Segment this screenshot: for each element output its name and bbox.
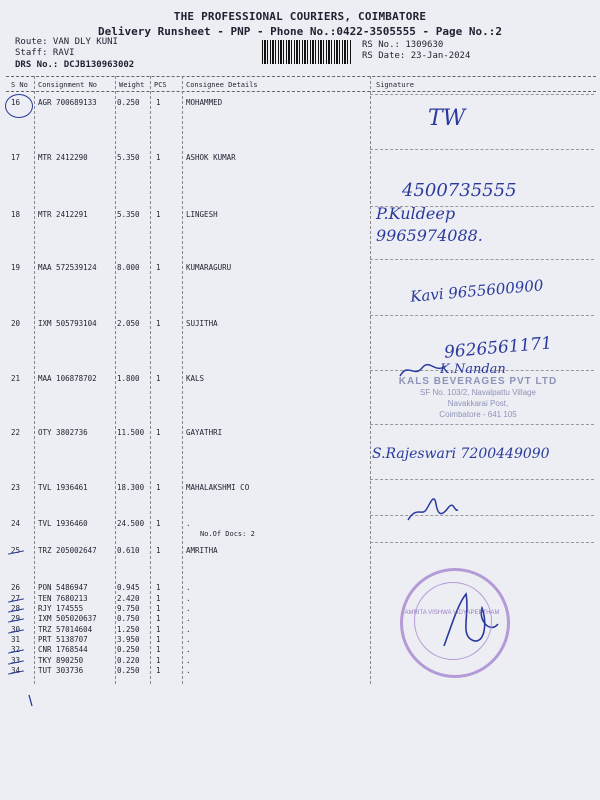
cell-name: MAHALAKSHMI CO: [186, 483, 250, 492]
cell-wt: 0.250: [117, 666, 140, 675]
cell-pcs: 1: [156, 428, 161, 437]
cell-name: .: [186, 519, 191, 528]
col-header-consignment: Consignment No: [38, 81, 98, 89]
document-subtitle: Delivery Runsheet - PNP - Phone No.:0422-3505555 - Page No.:2: [98, 25, 502, 38]
cell-cn: TEN 7680213: [38, 594, 88, 603]
col-header-weight: Weight: [119, 81, 145, 89]
cell-cn: AGR 700689133: [38, 98, 97, 107]
column-divider: [34, 76, 35, 684]
cell-pcs: 1: [156, 614, 161, 623]
column-divider: [150, 76, 151, 684]
cell-sno: 25: [11, 546, 21, 555]
cell-pcs: 1: [156, 583, 161, 592]
signature-22: S.Rajeswari 7200449090: [372, 446, 550, 462]
cell-sno: 20: [11, 319, 21, 328]
cell-pcs: 1: [156, 666, 161, 675]
cell-pcs: 1: [156, 319, 161, 328]
cell-sno: 24: [11, 519, 21, 528]
signature-18-name: P.Kuldeep: [376, 204, 456, 223]
cell-sno: 17: [11, 153, 21, 162]
cell-pcs: 1: [156, 625, 161, 634]
no-of-docs: No.Of Docs: 2: [200, 530, 255, 538]
company-stamp: KALS BEVERAGES PVT LTD SF No. 103/2, Navalpattu Village Navakkarai Post, Coimbatore - 641 105: [398, 376, 558, 419]
signature-18-phone: 9965974088.: [376, 226, 483, 245]
cell-cn: OTY 3802736: [38, 428, 88, 437]
cell-cn: TVL 1936460: [38, 519, 88, 528]
cell-cn: MAA 572539124: [38, 263, 97, 272]
cell-sno: 16: [11, 98, 21, 107]
signature-20: 9626561171: [443, 333, 553, 363]
cell-wt: 0.220: [117, 656, 140, 665]
cell-wt: 1.250: [117, 625, 140, 634]
drs-number: DRS No.: DCJB130963002: [15, 60, 135, 70]
seal-text: AMRITA VISHWA VIDYAPEETHAM: [404, 610, 500, 616]
cell-wt: 1.800: [117, 374, 140, 383]
row-separator: [370, 259, 594, 260]
cell-wt: 3.950: [117, 635, 140, 644]
row-separator: [370, 542, 594, 543]
cell-wt: 0.250: [117, 645, 140, 654]
cell-name: .: [186, 666, 191, 675]
cell-sno: 34: [11, 666, 21, 675]
cell-sno: 30: [11, 625, 21, 634]
cell-sno: 23: [11, 483, 21, 492]
row-separator: [370, 149, 594, 150]
cell-pcs: 1: [156, 374, 161, 383]
cell-name: .: [186, 604, 191, 613]
cell-pcs: 1: [156, 210, 161, 219]
cell-pcs: 1: [156, 645, 161, 654]
cell-name: .: [186, 645, 191, 654]
cell-wt: 11.500: [117, 428, 145, 437]
rs-date: RS Date: 23-Jan-2024: [362, 51, 471, 61]
staff-label: Staff: RAVI: [15, 48, 75, 58]
row-separator: [370, 479, 594, 480]
cell-sno: 32: [11, 645, 21, 654]
cell-cn: PRT 5138707: [38, 635, 88, 644]
barcode: [262, 40, 352, 64]
signature-21: K.Nandan: [440, 362, 506, 377]
col-header-sno: S No: [11, 81, 28, 89]
cell-cn: CNR 1768544: [38, 645, 88, 654]
cell-sno: 22: [11, 428, 21, 437]
column-divider: [115, 76, 116, 684]
cell-name: LINGESH: [186, 210, 218, 219]
cell-wt: 5.350: [117, 210, 140, 219]
cell-name: AMRITHA: [186, 546, 218, 555]
col-header-signature: Signature: [376, 81, 414, 89]
cell-cn: IXM 505020637: [38, 614, 97, 623]
cell-name: .: [186, 583, 191, 592]
signature-23-scribble: [404, 486, 460, 530]
cell-sno: 27: [11, 594, 21, 603]
cell-name: .: [186, 594, 191, 603]
cell-cn: TRZ 205002647: [38, 546, 97, 555]
cell-cn: TKY 890250: [38, 656, 84, 665]
cell-name: ASHOK KUMAR: [186, 153, 236, 162]
cell-sno: 18: [11, 210, 21, 219]
signature-17: 4500735555: [402, 180, 517, 201]
cell-wt: 0.250: [117, 98, 140, 107]
cell-name: .: [186, 656, 191, 665]
rs-number: RS No.: 1309630: [362, 40, 444, 50]
cell-pcs: 1: [156, 519, 161, 528]
row-separator: [370, 94, 594, 95]
cell-cn: TVL 1936461: [38, 483, 88, 492]
cell-wt: 0.750: [117, 614, 140, 623]
cell-name: KUMARAGURU: [186, 263, 232, 272]
cell-pcs: 1: [156, 153, 161, 162]
cell-wt: 2.050: [117, 319, 140, 328]
cell-pcs: 1: [156, 98, 161, 107]
cell-pcs: 1: [156, 635, 161, 644]
cell-sno: 29: [11, 614, 21, 623]
cell-wt: 24.500: [117, 519, 145, 528]
cell-cn: PON 5486947: [38, 583, 88, 592]
col-header-pcs: PCS: [154, 81, 167, 89]
row-separator: [370, 315, 594, 316]
signature-19: Kavi 9655600900: [409, 276, 545, 306]
col-header-consignee: Consignee Details: [186, 81, 258, 89]
cell-sno: 28: [11, 604, 21, 613]
cell-name: KALS: [186, 374, 205, 383]
cell-cn: RJY 174555: [38, 604, 84, 613]
cell-name: .: [186, 635, 191, 644]
cell-wt: 18.300: [117, 483, 145, 492]
cell-cn: MTR 2412291: [38, 210, 88, 219]
document-title: THE PROFESSIONAL COURIERS, COIMBATORE: [173, 10, 427, 23]
cell-pcs: 1: [156, 263, 161, 272]
cell-cn: TRZ 57014604: [38, 625, 93, 634]
cell-name: .: [186, 625, 191, 634]
cell-name: GAYATHRI: [186, 428, 223, 437]
cell-wt: 9.750: [117, 604, 140, 613]
cell-sno: 33: [11, 656, 21, 665]
cell-cn: MTR 2412290: [38, 153, 88, 162]
cell-sno: 19: [11, 263, 21, 272]
cell-sno: 21: [11, 374, 21, 383]
cell-name: .: [186, 614, 191, 623]
cell-pcs: 1: [156, 483, 161, 492]
cell-wt: 8.000: [117, 263, 140, 272]
cell-wt: 0.945: [117, 583, 140, 592]
cell-cn: TUT 303736: [38, 666, 84, 675]
cell-wt: 5.350: [117, 153, 140, 162]
cell-sno: 31: [11, 635, 21, 644]
route-label: Route: VAN DLY KUNI: [15, 37, 118, 47]
cell-name: MOHAMMED: [186, 98, 223, 107]
header-top-rule: [6, 76, 596, 77]
handwritten-circle: [5, 94, 33, 118]
cell-sno: 26: [11, 583, 21, 592]
cell-pcs: 1: [156, 604, 161, 613]
pen-mark: [26, 694, 36, 708]
cell-pcs: 1: [156, 594, 161, 603]
cell-cn: IXM 505793104: [38, 319, 97, 328]
column-divider: [182, 76, 183, 684]
cell-pcs: 1: [156, 656, 161, 665]
cell-wt: 0.610: [117, 546, 140, 555]
column-divider: [370, 76, 371, 684]
cell-pcs: 1: [156, 546, 161, 555]
institution-seal-inner: [414, 582, 492, 660]
cell-name: SUJITHA: [186, 319, 218, 328]
cell-cn: MAA 106878702: [38, 374, 97, 383]
header-bottom-rule: [6, 91, 596, 92]
cell-wt: 2.420: [117, 594, 140, 603]
signature-16: TW: [428, 106, 466, 131]
